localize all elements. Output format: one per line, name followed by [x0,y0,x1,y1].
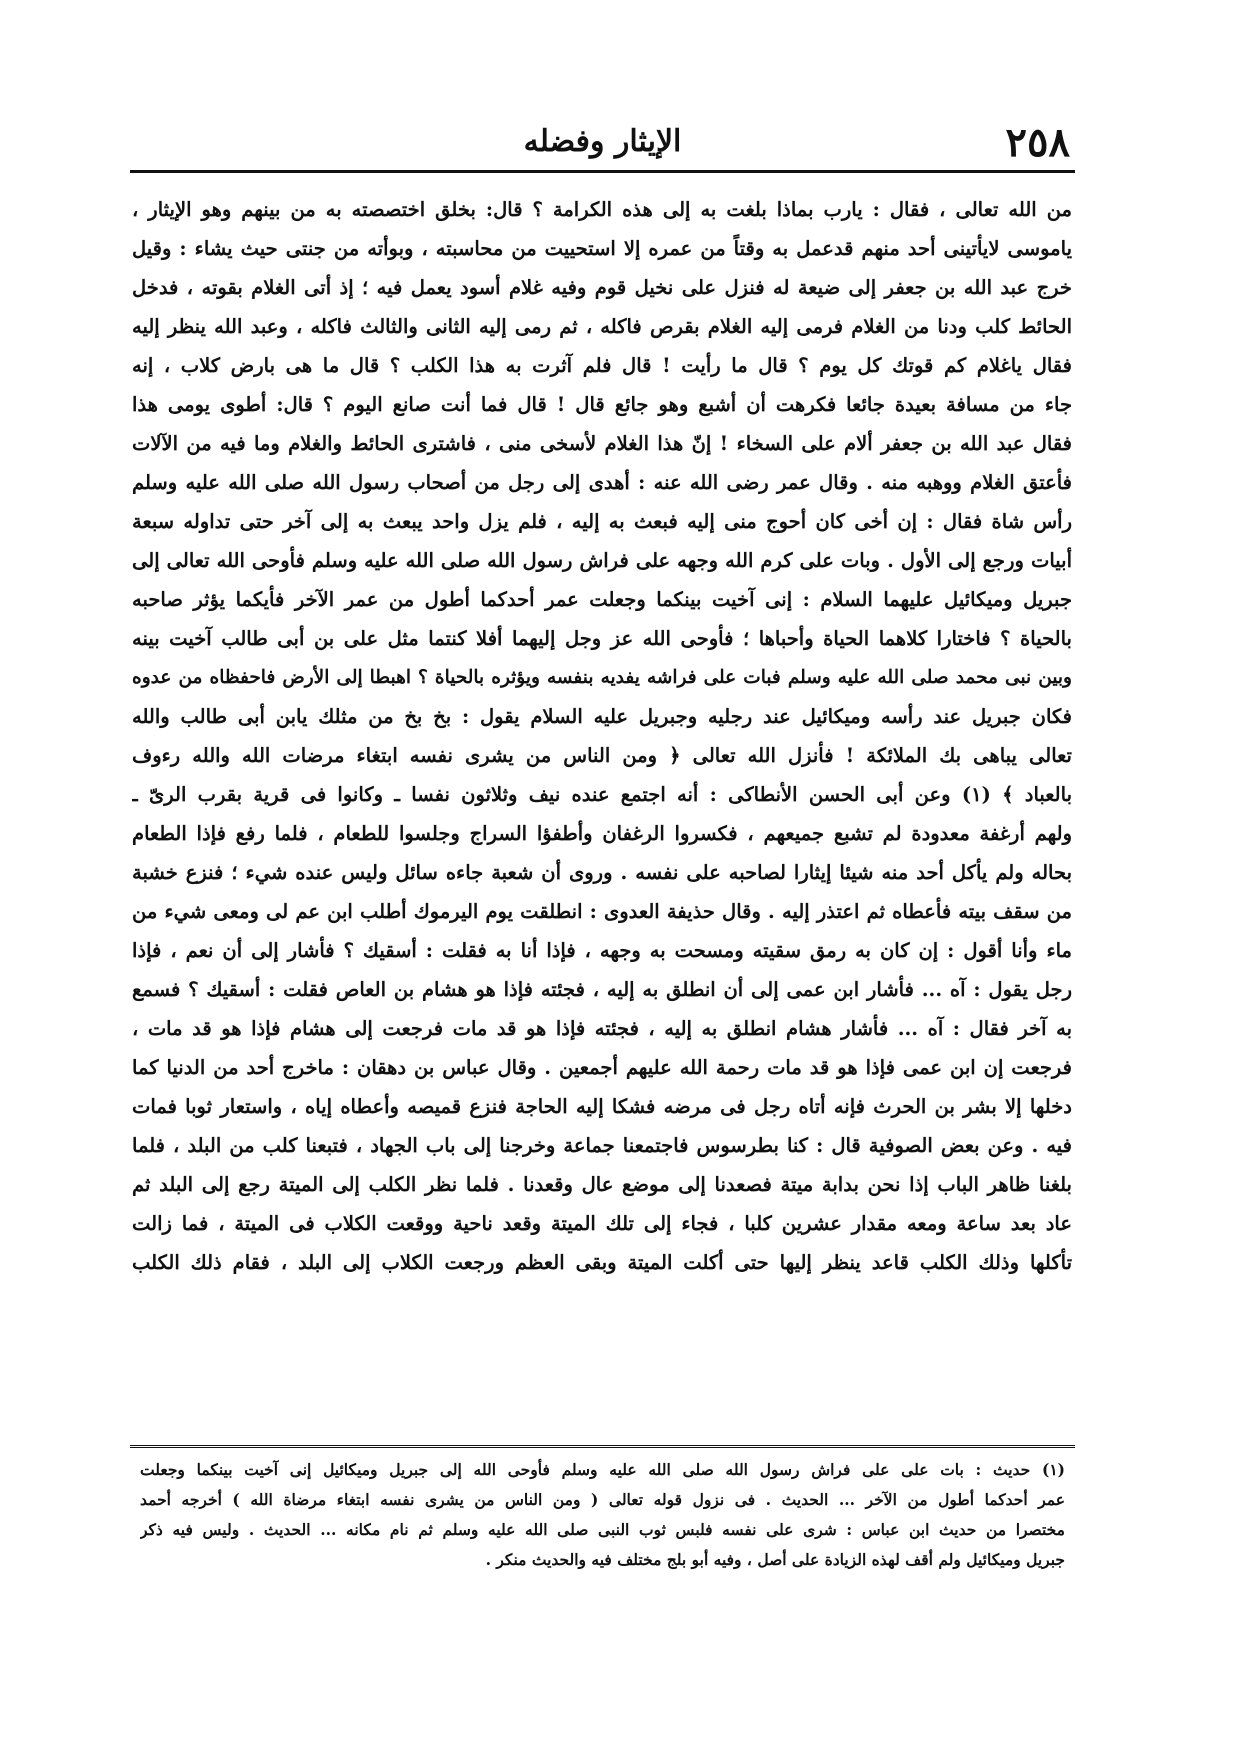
page-header [135,118,1070,168]
text-line: تعالى يباهى بك الملائكة ! فأنزل الله تعالى ﴿ ومن الناس من يشرى نفسه ابتغاء مرضات الله والله رءوف [132,744,1072,767]
text-line: من سقف بيته فأعطاه ثم اعتذر إليه . وقال حذيفة العدوى : انطلقت يوم اليرموك أطلب ابن عم لى ومعى شيء من [132,900,1072,923]
text-line: رجل يقول : آه ... فأشار ابن عمى إلى أن انطلق به إليه ، فجئته فإذا هو هشام بن العاص فقلت : أسقيك ؟ فسمع [132,978,1072,1001]
running-title: الإيثار وفضله [523,124,682,159]
footnote-line: عمر أحدكما أطول من الآخر ... الحديث . فى نزول قوله تعالى ( ومن الناس من يشرى نفسه ابتغاء مرضاة الله ) أخرجه أحمد [140,1490,1065,1509]
text-line: بلغنا ظاهر الباب إذا نحن بدابة ميتة فصعدنا إلى موضع عال وقعدنا . فلما نظر الكلب إلى الميتة رجع إلى البلد ثم [132,1173,1072,1196]
text-line: وبين نبى محمد صلى الله عليه وسلم فبات على فراشه يفديه بنفسه ويؤثره بالحياة ؟ اهبطا إلى الأرض فاحفظاه من عدوه [132,667,1072,688]
footnote-line: مختصرا من حديث ابن عباس : شرى على نفسه فلبس ثوب النبى صلى الله عليه وسلم ثم نام مكانه ... الحديث . وليس فيه ذكر [140,1520,1065,1539]
main-text [132,190,1072,1282]
text-line: بالعباد ﴾ (١) وعن أبى الحسن الأنطاكى : أنه اجتمع عنده نيف وثلاثون نفسا ـ وكانوا فى قرية بقرب الرىّ ـ [132,783,1072,806]
text-line: فيه . وعن بعض الصوفية قال : كنا بطرسوس فاجتمعنا جماعة وخرجنا إلى باب الجهاد ، فتبعنا كلب من البلد ، فلما [132,1134,1072,1157]
text-line: فقال عبد الله بن جعفر ألام على السخاء ! إنّ هذا الغلام لأسخى منى ، فاشترى الحائط والغلام وما فيه من الآلات [132,432,1072,455]
text-line: تأكلها وذلك الكلب قاعد ينظر إليها حتى أكلت الميتة وبقى العظم ورجعت الكلاب إلى البلد ، فقام ذلك الكلب [132,1251,1072,1274]
text-line: من الله تعالى ، فقال : يارب بماذا بلغت به إلى هذه الكرامة ؟ قال: بخلق اختصصته به من بينهم وهو الإيثار ، [132,198,1072,221]
text-line: خرج عبد الله بن جعفر إلى ضيعة له فنزل على نخيل قوم وفيه غلام أسود يعمل فيه ؛ إذ أتى الغلام بقوته ، فدخل [132,276,1072,299]
text-line: جاء من مسافة بعيدة جائعا فكرهت أن أشبع وهو جائع قال ! قال فما أنت صانع اليوم ؟ قال: أطوى يومى هذا [132,393,1072,416]
footnotes [140,1455,1065,1575]
text-line: الحائط كلب ودنا من الغلام فرمى إليه الغلام بقرص فاكله ، ثم رمى إليه الثانى والثالث فاكله ، وعبد الله ينظر إليه [132,315,1072,338]
text-line: فرجعت إن ابن عمى فإذا هو قد مات رحمة الله عليهم أجمعين . وقال عباس بن دهقان : ماخرج أحد من الدنيا كما [132,1056,1072,1079]
text-line: ماء وأنا أقول : إن كان به رمق سقيته ومسحت به وجهه ، فإذا أنا به فقلت : أسقيك ؟ فأشار إلى أن نعم ، فإذا [132,939,1072,962]
footnote-line: (١) حديث : بات على على فراش رسول الله صلى الله عليه وسلم فأوحى الله إلى جبريل وميكائيل إنى آخيت بينكما وجعلت [140,1460,1065,1479]
text-line: فأعتق الغلام ووهبه منه . وقال عمر رضى الله عنه : أهدى إلى رجل من أصحاب رسول الله صلى الله عليه وسلم [132,471,1072,494]
text-line: دخلها إلا بشر بن الحرث فإنه أتاه رجل فى مرضه فشكا إليه الحاجة فنزع قميصه وأعطاه إياه ، واستعار ثوبا فمات [132,1095,1072,1118]
footnote-line: جبريل وميكائيل ولم أقف لهذه الزيادة على أصل ، وفيه أبو بلج مختلف فيه والحديث منكر . [485,1550,1065,1569]
text-line: فقال ياغلام كم قوتك كل يوم ؟ قال ما رأيت ! قال فلم آثرت به هذا الكلب ؟ قال ما هى بارض كلاب ، إنه [132,354,1072,377]
text-line: ياموسى لايأتينى أحد منهم قدعمل به وقتاً من عمره إلا استحييت من محاسبته ، وبوأته من جنتى حيث يشاء : وقيل [132,237,1072,260]
text-line: عاد بعد ساعة ومعه مقدار عشرين كلبا ، فجاء إلى تلك الميتة وقعد ناحية ووقعت الكلاب فى الميتة ، فما زالت [132,1212,1072,1235]
text-line: بالحياة ؟ فاختارا كلاهما الحياة وأحباها ؛ فأوحى الله عز وجل إليهما أفلا كنتما مثل على بن أبى طالب آخيت بينه [132,627,1072,650]
text-line: أبيات ورجع إلى الأول . وبات على كرم الله وجهه على فراش رسول الله صلى الله عليه وسلم فأوحى الله تعالى إلى [132,549,1072,572]
text-line: به آخر فقال : آه ... فأشار هشام انطلق به إليه ، فجئته فإذا هو قد مات فرجعت إلى هشام فإذا هو قد مات ، [132,1017,1072,1040]
text-line: رأس شاة فقال : إن أخى كان أحوج منى إليه فبعث به إليه ، فلم يزل واحد يبعث به إلى آخر حتى تداوله سبعة [132,510,1072,533]
text-line: فكان جبريل عند رأسه وميكائيل عند رجليه وجبريل عليه السلام يقول : بخ بخ من مثلك يابن أبى طالب والله [132,705,1072,728]
header-rule [130,170,1075,173]
page-number: ٢٥٨ [1005,119,1070,166]
footnote-rule [130,1445,1075,1448]
text-line: بحاله ولم يأكل أحد منه شيئا إيثارا لصاحبه على نفسه . وروى أن شعبة جاءه سائل وليس عنده شيء ؛ فنزع خشبة [132,861,1072,884]
text-line: ولهم أرغفة معدودة لم تشبع جميعهم ، فكسروا الرغفان وأطفؤا السراج وجلسوا للطعام ، فلما رفع فإذا الطعام [132,822,1072,845]
text-line: جبريل وميكائيل عليهما السلام : إنى آخيت بينكما وجعلت عمر أحدكما أطول من عمر الآخر فأيكما يؤثر صاحبه [132,588,1072,611]
